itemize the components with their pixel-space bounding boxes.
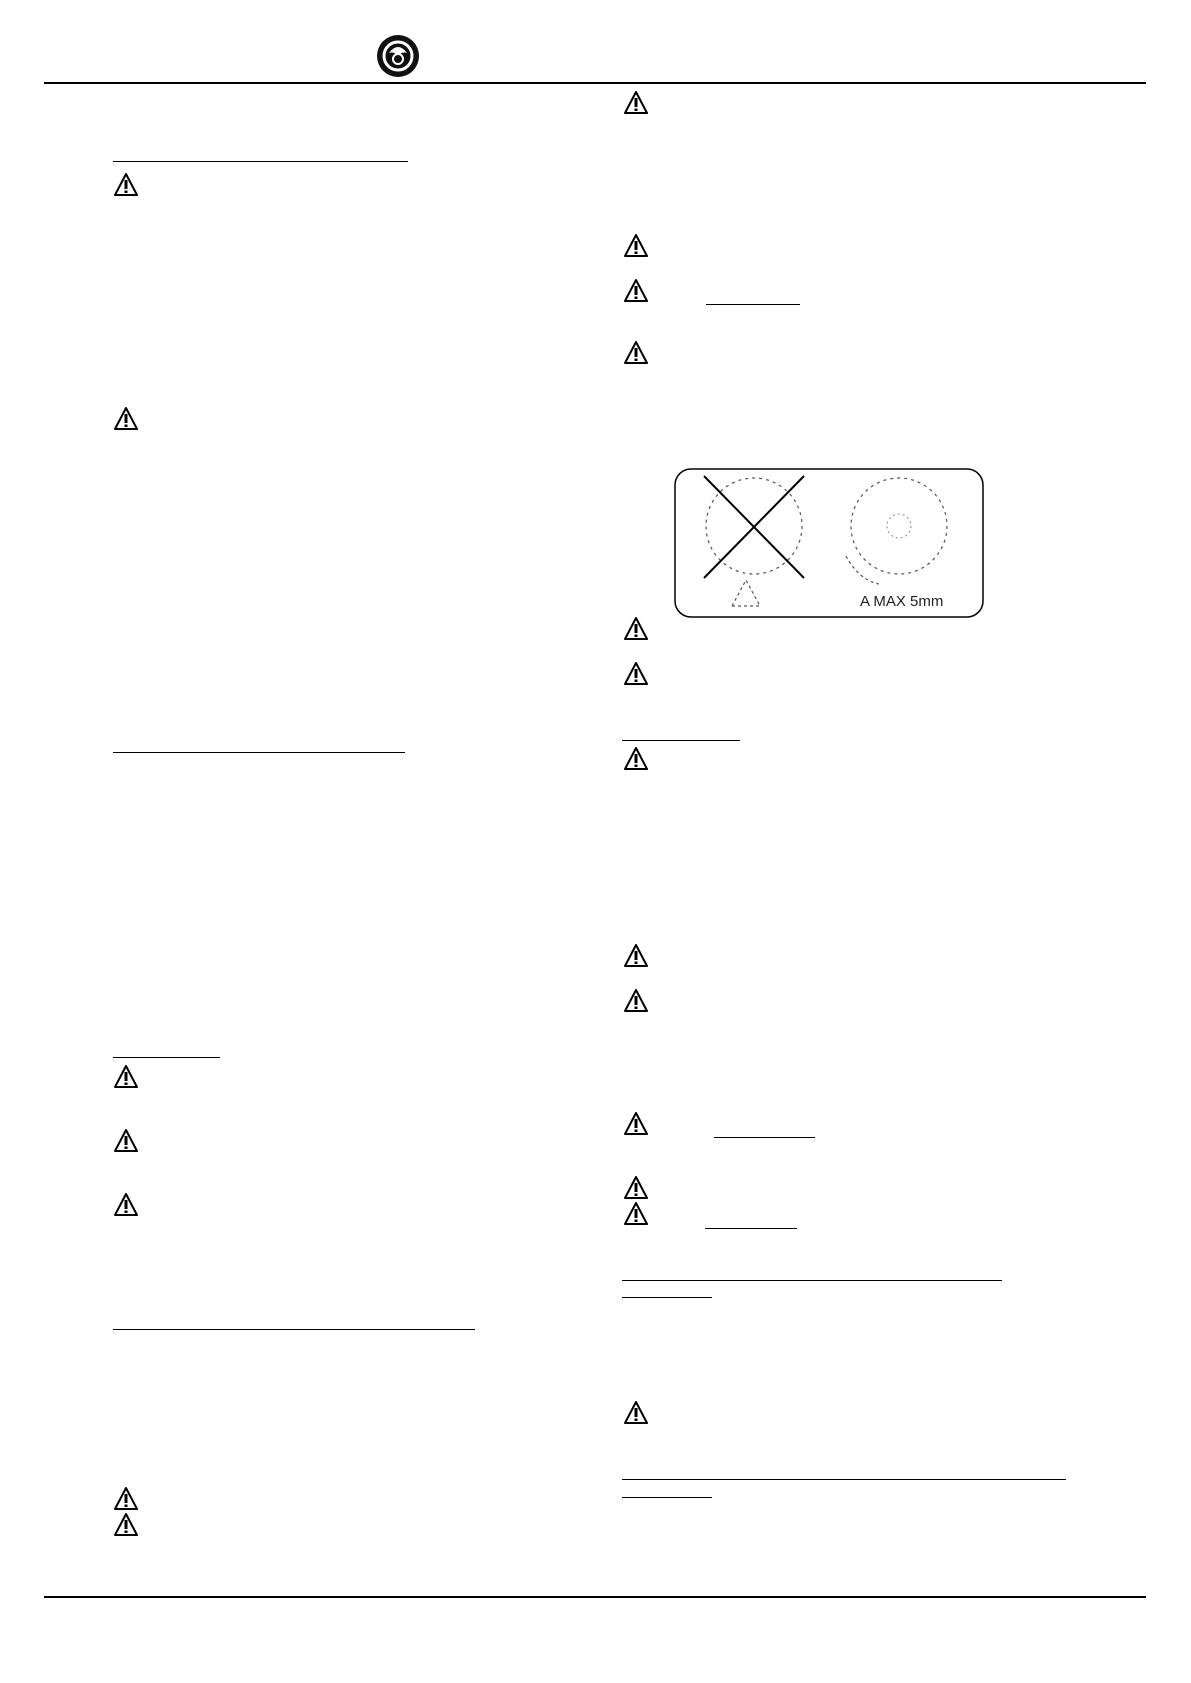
warning-triangle-icon <box>623 661 649 687</box>
inline-underline <box>714 1137 815 1138</box>
section-heading-underline <box>113 752 405 753</box>
warning-triangle-icon <box>113 1064 139 1090</box>
section-heading-underline <box>622 740 740 741</box>
warning-triangle-icon <box>623 233 649 259</box>
warning-triangle-icon <box>623 340 649 366</box>
warning-triangle-icon <box>113 406 139 432</box>
warning-triangle-icon <box>623 1201 649 1227</box>
warning-triangle-icon <box>623 616 649 642</box>
warning-triangle-icon <box>623 943 649 969</box>
section-heading-underline <box>113 161 408 162</box>
section-heading-underline <box>622 1479 1066 1480</box>
section-heading-underline <box>622 1280 1002 1281</box>
section-heading-underline <box>113 1329 475 1330</box>
inline-underline <box>705 1228 797 1229</box>
inline-underline <box>706 304 800 305</box>
footer-rule <box>44 1596 1146 1598</box>
warning-triangle-icon <box>623 746 649 772</box>
brand-logo-icon <box>375 33 421 79</box>
warning-triangle-icon <box>623 278 649 304</box>
warning-triangle-icon <box>623 90 649 116</box>
warning-triangle-icon <box>113 1128 139 1154</box>
section-heading-underline <box>622 1497 712 1498</box>
warning-triangle-icon <box>113 172 139 198</box>
warning-triangle-icon <box>113 1512 139 1538</box>
section-heading-underline <box>622 1297 712 1298</box>
section-heading-underline <box>113 1057 220 1058</box>
warning-triangle-icon <box>623 1111 649 1137</box>
figure-max-tooth-label: A MAX 5mm <box>860 593 944 610</box>
warning-triangle-icon <box>623 1400 649 1426</box>
warning-triangle-icon <box>113 1192 139 1218</box>
warning-triangle-icon <box>113 1486 139 1512</box>
header-rule <box>44 82 1146 84</box>
warning-triangle-icon <box>623 988 649 1014</box>
warning-triangle-icon <box>623 1175 649 1201</box>
